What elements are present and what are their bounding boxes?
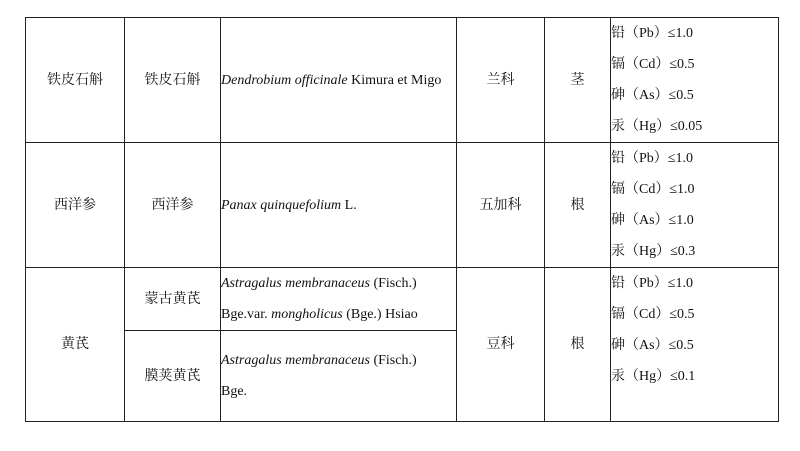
latin-name-cell [221, 18, 457, 143]
part-cell: 根 [545, 268, 611, 422]
limit-hg: 汞（Hg）≤0.3 [611, 244, 696, 259]
latin-plain: Bge.var. [221, 307, 272, 322]
part-cell: 茎 [545, 18, 611, 143]
latin-name-cell [221, 143, 457, 268]
latin-plain: (Bge.) Hsiao [342, 307, 418, 322]
limit-cd: 镉（Cd）≤0.5 [611, 57, 695, 72]
limit-pb: 铅（Pb）≤1.0 [611, 151, 693, 166]
variety-name-cell: 蒙古黄芪 [125, 268, 221, 331]
limits-cell [611, 18, 779, 143]
herb-name-cell: 铁皮石斛 [26, 18, 125, 143]
limits-cell [611, 268, 779, 422]
latin-plain: L. [341, 197, 357, 213]
limit-pb: 铅（Pb）≤1.0 [611, 276, 693, 291]
limit-cd: 镉（Cd）≤0.5 [611, 307, 695, 322]
herb-name-cell: 西洋参 [26, 143, 125, 268]
limit-pb: 铅（Pb）≤1.0 [611, 26, 693, 41]
limit-as: 砷（As）≤1.0 [611, 213, 694, 228]
part-cell: 根 [545, 143, 611, 268]
latin-italic: Dendrobium officinale [221, 72, 348, 88]
latin-plain: Bge. [221, 384, 248, 399]
limit-hg: 汞（Hg）≤0.05 [611, 119, 703, 134]
table-row [26, 143, 779, 268]
latin-plain: (Fisch.) [369, 276, 417, 291]
limits-cell [611, 143, 779, 268]
variety-name-cell: 西洋参 [125, 143, 221, 268]
latin-plain: (Fisch.) [369, 353, 417, 368]
limit-hg: 汞（Hg）≤0.1 [611, 369, 696, 384]
family-cell: 豆科 [457, 268, 545, 422]
herb-name-cell: 黄芪 [26, 268, 125, 422]
variety-name-cell: 膜荚黄芪 [125, 331, 221, 422]
latin-italic: mongholicus [271, 307, 343, 322]
herb-standards-table [25, 17, 779, 422]
family-cell: 五加科 [457, 143, 545, 268]
limit-as: 砷（As）≤0.5 [611, 88, 694, 103]
latin-italic: Astragalus membranaceus [221, 276, 370, 291]
latin-name-cell [221, 268, 457, 331]
latin-italic: Panax quinquefolium [221, 197, 342, 213]
latin-italic: Astragalus membranaceus [221, 353, 370, 368]
table-row [26, 268, 779, 331]
limit-as: 砷（As）≤0.5 [611, 338, 694, 353]
latin-plain: Kimura et Migo [347, 72, 442, 88]
variety-name-cell: 铁皮石斛 [125, 18, 221, 143]
limit-cd: 镉（Cd）≤1.0 [611, 182, 695, 197]
family-cell: 兰科 [457, 18, 545, 143]
latin-name-cell [221, 331, 457, 422]
table-row [26, 18, 779, 143]
